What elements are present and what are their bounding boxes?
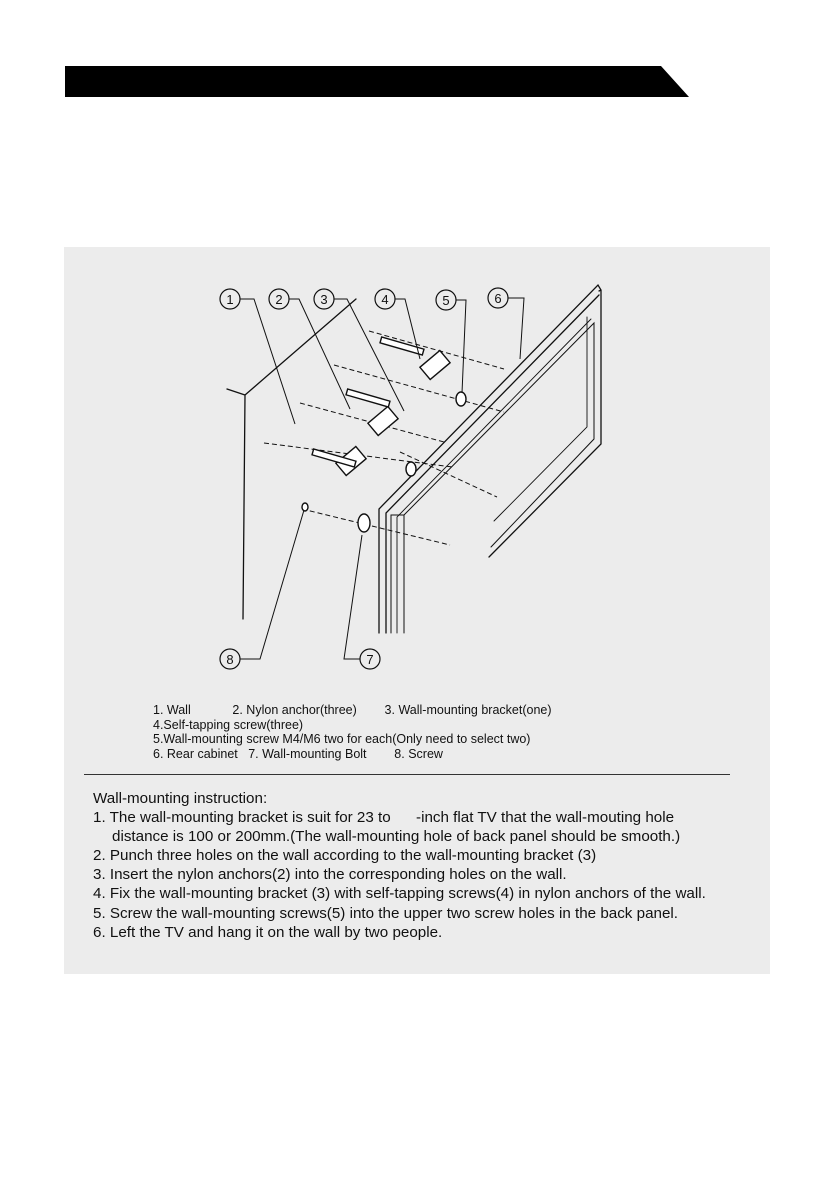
callout-8: 8 [226, 652, 234, 667]
callout-1: 1 [226, 292, 234, 307]
instruction-step: 2. Punch three holes on the wall according to the wall-mounting bracket (3) [93, 847, 597, 865]
bracket-upper [420, 351, 450, 380]
wall-mounting-instructions [93, 789, 706, 942]
wall-mount-diagram [64, 247, 770, 687]
instruction-step: 4. Fix the wall-mounting bracket (3) with self-tapping screws(4) in nylon anchors of the wall. [93, 885, 706, 903]
callout-6: 6 [494, 291, 502, 306]
wall-mounting-bolt [358, 514, 370, 532]
mounting-bolt-upper [456, 392, 466, 406]
instruction-step: 6. Left the TV and hang it on the wall by two people. [93, 923, 443, 941]
section-header-bar [65, 66, 689, 97]
callout-7: 7 [366, 652, 374, 667]
legend-line: 4.Self-tapping screw(three) [153, 717, 304, 732]
tv-frame-outer [379, 285, 601, 633]
callout-5: 5 [442, 293, 450, 308]
callout-3: 3 [320, 292, 328, 307]
legend-line: 5.Wall-mounting screw M4/M6 two for each(Only need to select two) [153, 732, 531, 747]
tv-screen-edge [494, 317, 587, 521]
instruction-step: 3. Insert the nylon anchors(2) into the corresponding holes on the wall. [93, 866, 567, 884]
bracket-middle [368, 407, 398, 436]
instruction-step: 1. The wall-mounting bracket is suit for 23 to -inch flat TV that the wall-mouting hole [93, 809, 675, 827]
callout-2: 2 [275, 292, 283, 307]
instruction-step-continued: distance is 100 or 200mm.(The wall-mounting hole of back panel should be smooth.) [112, 828, 681, 846]
small-screw [302, 503, 308, 511]
legend-line: 1. Wall 2. Nylon anchor(three) 3. Wall-mounting bracket(one) [153, 703, 552, 717]
instruction-step: 5. Screw the wall-mounting screws(5) into the upper two screw holes in the back panel. [93, 904, 679, 922]
callout-4: 4 [381, 292, 389, 307]
nylon-anchor-1 [380, 337, 424, 355]
legend-line: 6. Rear cabinet 7. Wall-mounting Bolt 8. Screw [153, 746, 443, 761]
tv-frame-back-edge [386, 295, 599, 633]
divider [84, 774, 730, 775]
instructions-title: Wall-mounting instruction: [93, 790, 268, 807]
mounting-bolt-lower [406, 462, 416, 476]
nylon-anchor-2 [346, 389, 390, 407]
parts-legend [153, 703, 552, 761]
